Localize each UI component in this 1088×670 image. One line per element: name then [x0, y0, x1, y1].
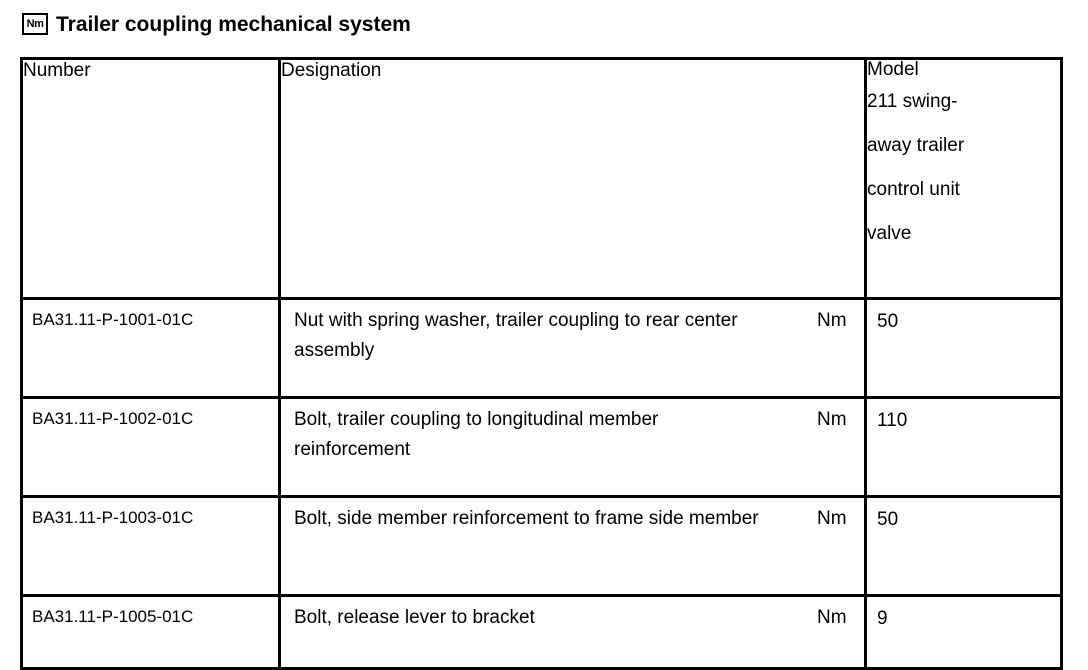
unit-label: Nm	[817, 409, 847, 430]
torque-value: 9	[866, 596, 1062, 669]
designation-cell	[280, 398, 866, 497]
column-header-designation: Designation	[280, 59, 866, 299]
model-line: control unit	[867, 179, 960, 200]
table-row	[22, 497, 1062, 596]
designation-text: Bolt, side member reinforcement to frame side member	[294, 508, 759, 529]
table-row	[22, 596, 1062, 669]
part-number[interactable]: BA31.11-P-1001-01C	[22, 299, 280, 398]
designation-text: Nut with spring washer, trailer coupling to rear center assembly	[294, 310, 738, 361]
model-title: Model	[867, 59, 919, 80]
part-number[interactable]: BA31.11-P-1002-01C	[22, 398, 280, 497]
column-header-number: Number	[22, 59, 280, 299]
torque-spec-table	[20, 57, 1063, 670]
torque-nm-icon: Nm	[22, 13, 48, 35]
designation-cell	[280, 299, 866, 398]
table-row	[22, 398, 1062, 497]
designation-text: Bolt, release lever to bracket	[294, 607, 535, 628]
table-header-row	[22, 59, 1062, 299]
page-title: Trailer coupling mechanical system	[56, 12, 411, 36]
torque-value: 110	[866, 398, 1062, 497]
designation-text: Bolt, trailer coupling to longitudinal member reinforcement	[294, 409, 659, 460]
designation-cell	[280, 497, 866, 596]
part-number[interactable]: BA31.11-P-1005-01C	[22, 596, 280, 669]
unit-label: Nm	[817, 310, 847, 331]
torque-value: 50	[866, 299, 1062, 398]
unit-label: Nm	[817, 508, 847, 529]
page-header	[22, 10, 411, 38]
model-line: valve	[867, 223, 912, 244]
model-line: 211 swing-	[867, 91, 958, 112]
designation-cell	[280, 596, 866, 669]
column-header-model	[866, 59, 1062, 299]
torque-value: 50	[866, 497, 1062, 596]
table-row	[22, 299, 1062, 398]
model-line: away trailer	[867, 135, 965, 156]
part-number[interactable]: BA31.11-P-1003-01C	[22, 497, 280, 596]
unit-label: Nm	[817, 607, 847, 628]
